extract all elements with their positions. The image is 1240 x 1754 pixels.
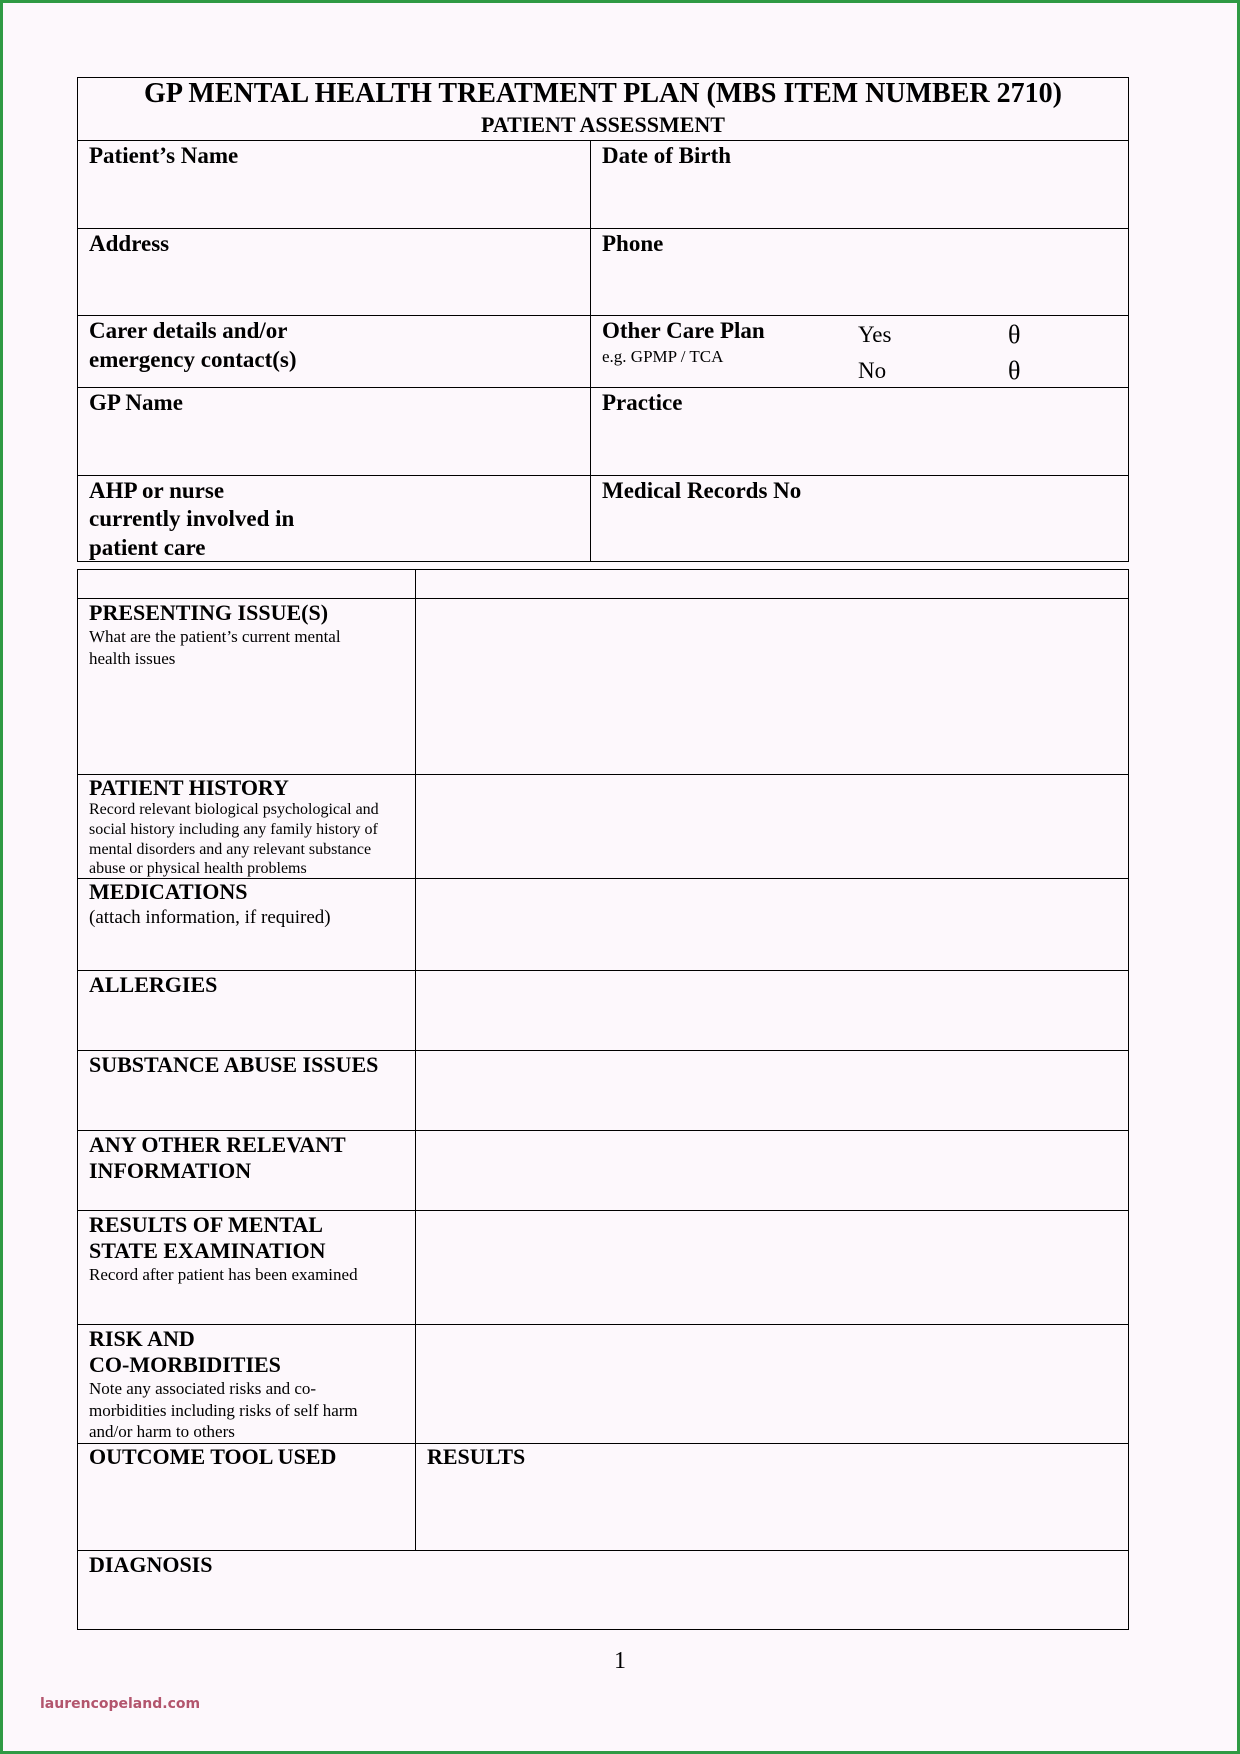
mse-title: RESULTS OF MENTAL [89, 1212, 323, 1237]
risk-desc: Note any associated risks and co- [89, 1379, 317, 1398]
other-info-title: INFORMATION [89, 1158, 252, 1183]
medical-records-label: Medical Records No [602, 478, 802, 503]
divider [77, 1324, 1129, 1325]
patient-history-desc: social history including any family history of [89, 821, 378, 838]
date-of-birth-label: Date of Birth [602, 143, 732, 168]
risk-desc: and/or harm to others [89, 1422, 235, 1441]
yes-option-label: Yes [858, 322, 892, 347]
page-number: 1 [614, 1648, 626, 1674]
page-title: GP MENTAL HEALTH TREATMENT PLAN (MBS ITEM NUMBER 2710) [144, 78, 1062, 109]
page-subtitle: PATIENT ASSESSMENT [481, 112, 725, 137]
risk-desc: morbidities including risks of self harm [89, 1401, 358, 1420]
substance-abuse-title: SUBSTANCE ABUSE ISSUES [89, 1052, 379, 1077]
no-checkbox[interactable]: θ [1008, 356, 1021, 385]
other-care-plan-label: Other Care Plan [602, 318, 765, 343]
gp-name-label: GP Name [89, 390, 183, 415]
assessment-table [77, 569, 1129, 1630]
other-info-title: ANY OTHER RELEVANT [89, 1132, 346, 1157]
divider [77, 970, 1129, 971]
divider [77, 598, 1129, 599]
ahp-label: currently involved in [89, 506, 295, 531]
other-care-plan-hint: e.g. GPMP / TCA [602, 347, 724, 366]
carer-details-label: Carer details and/or [89, 318, 288, 343]
medications-title: MEDICATIONS [89, 879, 248, 904]
address-label: Address [89, 231, 170, 256]
patient-history-desc: mental disorders and any relevant substance [89, 841, 372, 858]
risk-title: CO-MORBIDITIES [89, 1352, 281, 1377]
patient-history-desc: abuse or physical health problems [89, 860, 307, 877]
divider [77, 475, 1129, 476]
divider [77, 1550, 1129, 1551]
divider [77, 1130, 1129, 1131]
patient-history-title: PATIENT HISTORY [89, 775, 289, 800]
presenting-issues-desc: What are the patient’s current mental [89, 627, 341, 646]
presenting-issues-title: PRESENTING ISSUE(S) [89, 600, 329, 625]
divider [77, 1210, 1129, 1211]
divider [590, 140, 591, 562]
watermark: laurencopeland.com [40, 1696, 201, 1712]
divider [77, 228, 1129, 229]
ahp-label: patient care [89, 535, 206, 560]
divider [77, 315, 1129, 316]
mse-title: STATE EXAMINATION [89, 1238, 326, 1263]
results-title: RESULTS [427, 1444, 526, 1469]
yes-checkbox[interactable]: θ [1008, 320, 1021, 349]
allergies-title: ALLERGIES [89, 972, 218, 997]
no-option-label: No [858, 358, 887, 383]
divider [415, 569, 416, 1550]
outcome-tool-title: OUTCOME TOOL USED [89, 1444, 337, 1469]
divider [77, 387, 1129, 388]
risk-title: RISK AND [89, 1326, 195, 1351]
diagnosis-title: DIAGNOSIS [89, 1552, 213, 1577]
medications-desc: (attach information, if required) [89, 907, 331, 928]
divider [77, 140, 1129, 141]
patient-history-desc: Record relevant biological psychological and [89, 801, 379, 818]
divider [77, 1050, 1129, 1051]
ahp-label: AHP or nurse [89, 478, 225, 503]
mse-desc: Record after patient has been examined [89, 1265, 358, 1284]
presenting-issues-desc: health issues [89, 649, 176, 668]
patient-name-label: Patient’s Name [89, 143, 239, 168]
phone-label: Phone [602, 231, 664, 256]
practice-label: Practice [602, 390, 683, 415]
carer-details-label: emergency contact(s) [89, 347, 297, 372]
